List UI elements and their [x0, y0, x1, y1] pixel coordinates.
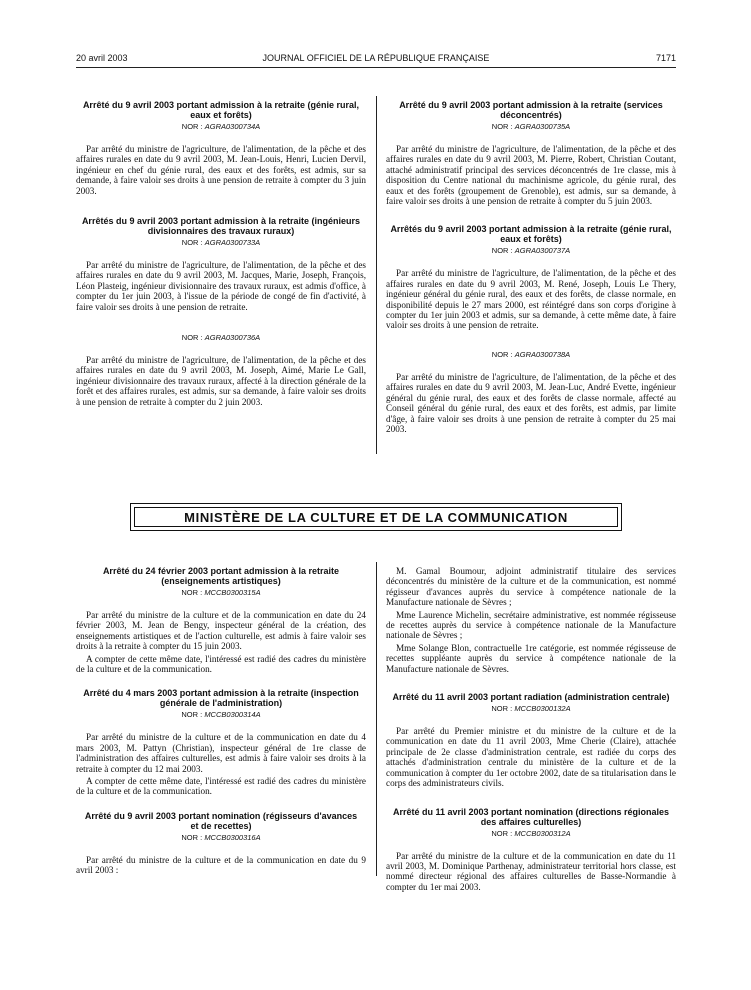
nor-code: MCCB0300132A — [514, 704, 571, 714]
nor-label: NOR : — [491, 122, 513, 131]
article — [76, 566, 366, 674]
ministry-title: MINISTÈRE DE LA CULTURE ET DE LA COMMUNICATION — [184, 509, 568, 525]
nor-label: NOR : — [491, 704, 513, 714]
article-paragraph: Par arrêté du ministre de l'agriculture, de l'alimentation, de la pêche et des affaires rurales en date du 9 avril 2003, M. Pierre, Robert, Christian Coutant, attaché administratif principal des services déconcentrés de 1re classe, mis à disposition du Centre national du machinisme agricole, du génie rural, des eaux et des forêts (groupement de Grenoble), est admis, sur sa demande, à faire valoir ses droits à une pension de retraite à compter du 5 juin 2003. — [386, 144, 676, 207]
article — [386, 566, 676, 674]
nor-reference — [386, 246, 676, 256]
column-divider-bottom — [376, 562, 377, 876]
article-paragraph: Mme Laurence Michelin, secrétaire administrative, est nommée régisseuse de recettes auprès du service à compétence nationale de la Manufacture nationale de Sèvres ; — [386, 609, 676, 641]
article-paragraph: M. Gamal Boumour, adjoint administratif titulaire des services déconcentrés du ministère de la culture et de la communication, est nommé régisseur d'avances auprès du service à compétence nationale de la Manufacture nationale de Sèvres ; — [386, 566, 676, 608]
article-paragraph: Par arrêté du ministre de la culture et de la communication en date du 11 avril 2003, M. Dominique Parthenay, administrateur territorial hors classe, est nommé directeur régional des affaires culturelles de Basse-Normandie à compter du 1er mai 2003. — [386, 850, 676, 892]
nor-code: AGRA0300737A — [514, 246, 571, 256]
article-paragraph: Par arrêté du Premier ministre et du ministre de la culture et de la communication en date du 11 avril 2003, Mme Cherie (Claire), attachée principale de 2e classe d'administration centrale, est radiée du corps des attachés d'administration centrale du ministère de la culture et de la communication à compter du 1er octobre 2002, date de sa titularisation dans le corps des administrateurs civils. — [386, 726, 676, 789]
nor-code: MCCB0300314A — [204, 710, 261, 720]
article-title: Arrêté du 9 avril 2003 portant admission à la retraite (services déconcentrés) — [399, 100, 663, 120]
nor-reference — [76, 588, 366, 598]
bottom-left-column — [76, 566, 366, 878]
nor-code: AGRA0300738A — [514, 349, 571, 359]
nor-reference — [386, 122, 676, 132]
article-title: Arrêtés du 9 avril 2003 portant admission à la retraite (génie rural, eaux et forêts) — [390, 224, 672, 245]
article — [76, 811, 366, 876]
article — [386, 100, 676, 206]
nor-reference — [386, 704, 676, 714]
nor-reference — [386, 829, 676, 839]
article-paragraph: Par arrêté du ministre de la culture et de la communication en date du 24 février 2003, M. Jean de Bengy, inspecteur général de la création, des enseignements artistiques et de l'action culturelle, est admis à faire valoir ses droits à la retraite à compter du 15 juin 2003. — [76, 610, 366, 652]
column-divider-top — [376, 96, 377, 454]
article — [76, 688, 366, 796]
nor-code: MCCB0300312A — [514, 828, 571, 838]
nor-code: AGRA0300733A — [204, 238, 261, 248]
article-paragraph: Par arrêté du ministre de l'agriculture, de l'alimentation, de la pêche et des affaires rurales en date du 9 avril 2003, M. René, Joseph, Louis Le Thery, ingénieur général du génie rural, des eaux et des forêts, de classe normale, en disponibilité depuis le 27 mars 2000, est réintégré dans son corps d'origine à compter du 1er juin 2003 et admis, sur sa demande, à cette même date, à faire valoir ses droits à une pension de retraite. — [386, 268, 676, 331]
article — [76, 216, 366, 312]
article-paragraph: Par arrêté du ministre de l'agriculture, de l'alimentation, de la pêche et des affaires rurales en date du 9 avril 2003, M. Jacques, Marie, Joseph, François, Léon Plasteig, ingénieur divisionnaire des travaux ruraux, est admis d'office, à compter du 1er juin 2003, à l'issue de la période de congé de fin d'activité, à faire valoir ses droits à une pension de retraite. — [76, 260, 366, 312]
nor-reference — [76, 238, 366, 248]
nor-label: NOR : — [181, 588, 203, 597]
article — [386, 807, 676, 893]
article-title: Arrêté du 24 février 2003 portant admission à la retraite (enseignements artistiques) — [102, 566, 340, 586]
nor-code: MCCB0300315A — [204, 588, 261, 597]
ministry-banner — [130, 503, 622, 531]
nor-code: MCCB0300316A — [204, 832, 261, 842]
header-rule — [76, 67, 676, 68]
article-paragraph: Par arrêté du ministre de l'agriculture, de l'alimentation, de la pêche et des affaires rurales en date du 9 avril 2003, M. Jean-Louis, Henri, Lucien Dervil, ingénieur en chef du génie rural, des eaux et des forêts, est admis, sur sa demande, à faire valoir ses droits à une pension de retraite à compter du 3 juin 2003. — [76, 144, 366, 196]
nor-label: NOR : — [181, 122, 203, 131]
nor-label: NOR : — [491, 349, 513, 359]
article-paragraph: Par arrêté du ministre de l'agriculture, de l'alimentation, de la pêche et des affaires rurales en date du 9 avril 2003, M. Jean-Luc, André Evette, ingénieur général du génie rural, des eaux et des forêts de classe normale, affecté au Conseil général du génie rural, des eaux et des forêts, est admis, par limite d'âge, à faire valoir ses droits à une pension de retraite à compter du 25 mai 2003. — [386, 371, 676, 434]
article — [386, 350, 676, 434]
nor-reference — [386, 350, 676, 360]
nor-label: NOR : — [181, 238, 203, 248]
article-paragraph: Par arrêté du ministre de la culture et de la communication en date du 9 avril 2003 : — [76, 854, 366, 876]
article-title: Arrêté du 4 mars 2003 portant admission à la retraite (inspection générale de l'administration) — [83, 688, 359, 709]
article-paragraph: A compter de cette même date, l'intéressé est radié des cadres du ministère de la culture et de la communication. — [76, 776, 366, 797]
article — [386, 692, 676, 788]
page-number: 7171 — [655, 53, 676, 63]
top-left-column — [76, 100, 366, 409]
bottom-right-column — [386, 566, 676, 894]
header-date: 20 avril 2003 — [76, 53, 128, 63]
nor-reference — [76, 333, 366, 343]
nor-reference — [76, 833, 366, 843]
nor-label: NOR : — [181, 710, 203, 720]
article-paragraph: Mme Solange Blon, contractuelle 1re catégorie, est nommée régisseuse de recettes suppléante auprès du service à compétence nationale de la Manufacture nationale de Sèvres. — [386, 642, 676, 674]
nor-label: NOR : — [491, 828, 513, 838]
article-title: Arrêté du 11 avril 2003 portant nomination (directions régionales des affaires culturelles) — [392, 806, 670, 827]
nor-label: NOR : — [181, 832, 203, 842]
article — [386, 224, 676, 330]
nor-code: AGRA0300734A — [204, 122, 261, 131]
article — [76, 333, 366, 407]
article-paragraph: Par arrêté du ministre de la culture et de la communication en date du 4 mars 2003, M. Pattyn (Christian), inspecteur général de 1re classe de l'administration des affaires culturelles, est admis à faire valoir ses droits à la retraite à compter du 12 mai 2003. — [76, 732, 366, 774]
article-title: Arrêté du 9 avril 2003 portant nomination (régisseurs d'avances et de recettes) — [84, 810, 358, 831]
article-title: Arrêté du 9 avril 2003 portant admission à la retraite (génie rural, eaux et forêts) — [82, 100, 360, 120]
nor-label: NOR : — [181, 333, 203, 343]
nor-reference — [76, 122, 366, 132]
top-right-column — [386, 100, 676, 436]
article-title: Arrêté du 11 avril 2003 portant radiation (administration centrale) — [392, 692, 670, 703]
journal-title: JOURNAL OFFICIEL DE LA RÉPUBLIQUE FRANÇAISE — [262, 53, 490, 63]
page-header — [76, 53, 676, 67]
article-title: Arrêtés du 9 avril 2003 portant admission à la retraite (ingénieurs divisionnaires des travaux ruraux) — [81, 216, 361, 237]
nor-code: AGRA0300736A — [204, 333, 261, 343]
article-paragraph: Par arrêté du ministre de l'agriculture, de l'alimentation, de la pêche et des affaires rurales en date du 9 avril 2003, M. Joseph, Aimé, Marie Le Gall, ingénieur divisionnaire des travaux ruraux, affecté à la direction générale de la forêt et des affaires rurales, est admis, sur sa demande, à faire valoir ses droits à une pension de retraite à compter du 2 juin 2003. — [76, 355, 366, 407]
article-paragraph: A compter de cette même date, l'intéressé est radié des cadres du ministère de la culture et de la communication. — [76, 653, 366, 675]
nor-reference — [76, 710, 366, 720]
article — [76, 100, 366, 196]
nor-label: NOR : — [491, 246, 513, 256]
nor-code: AGRA0300735A — [514, 122, 571, 131]
